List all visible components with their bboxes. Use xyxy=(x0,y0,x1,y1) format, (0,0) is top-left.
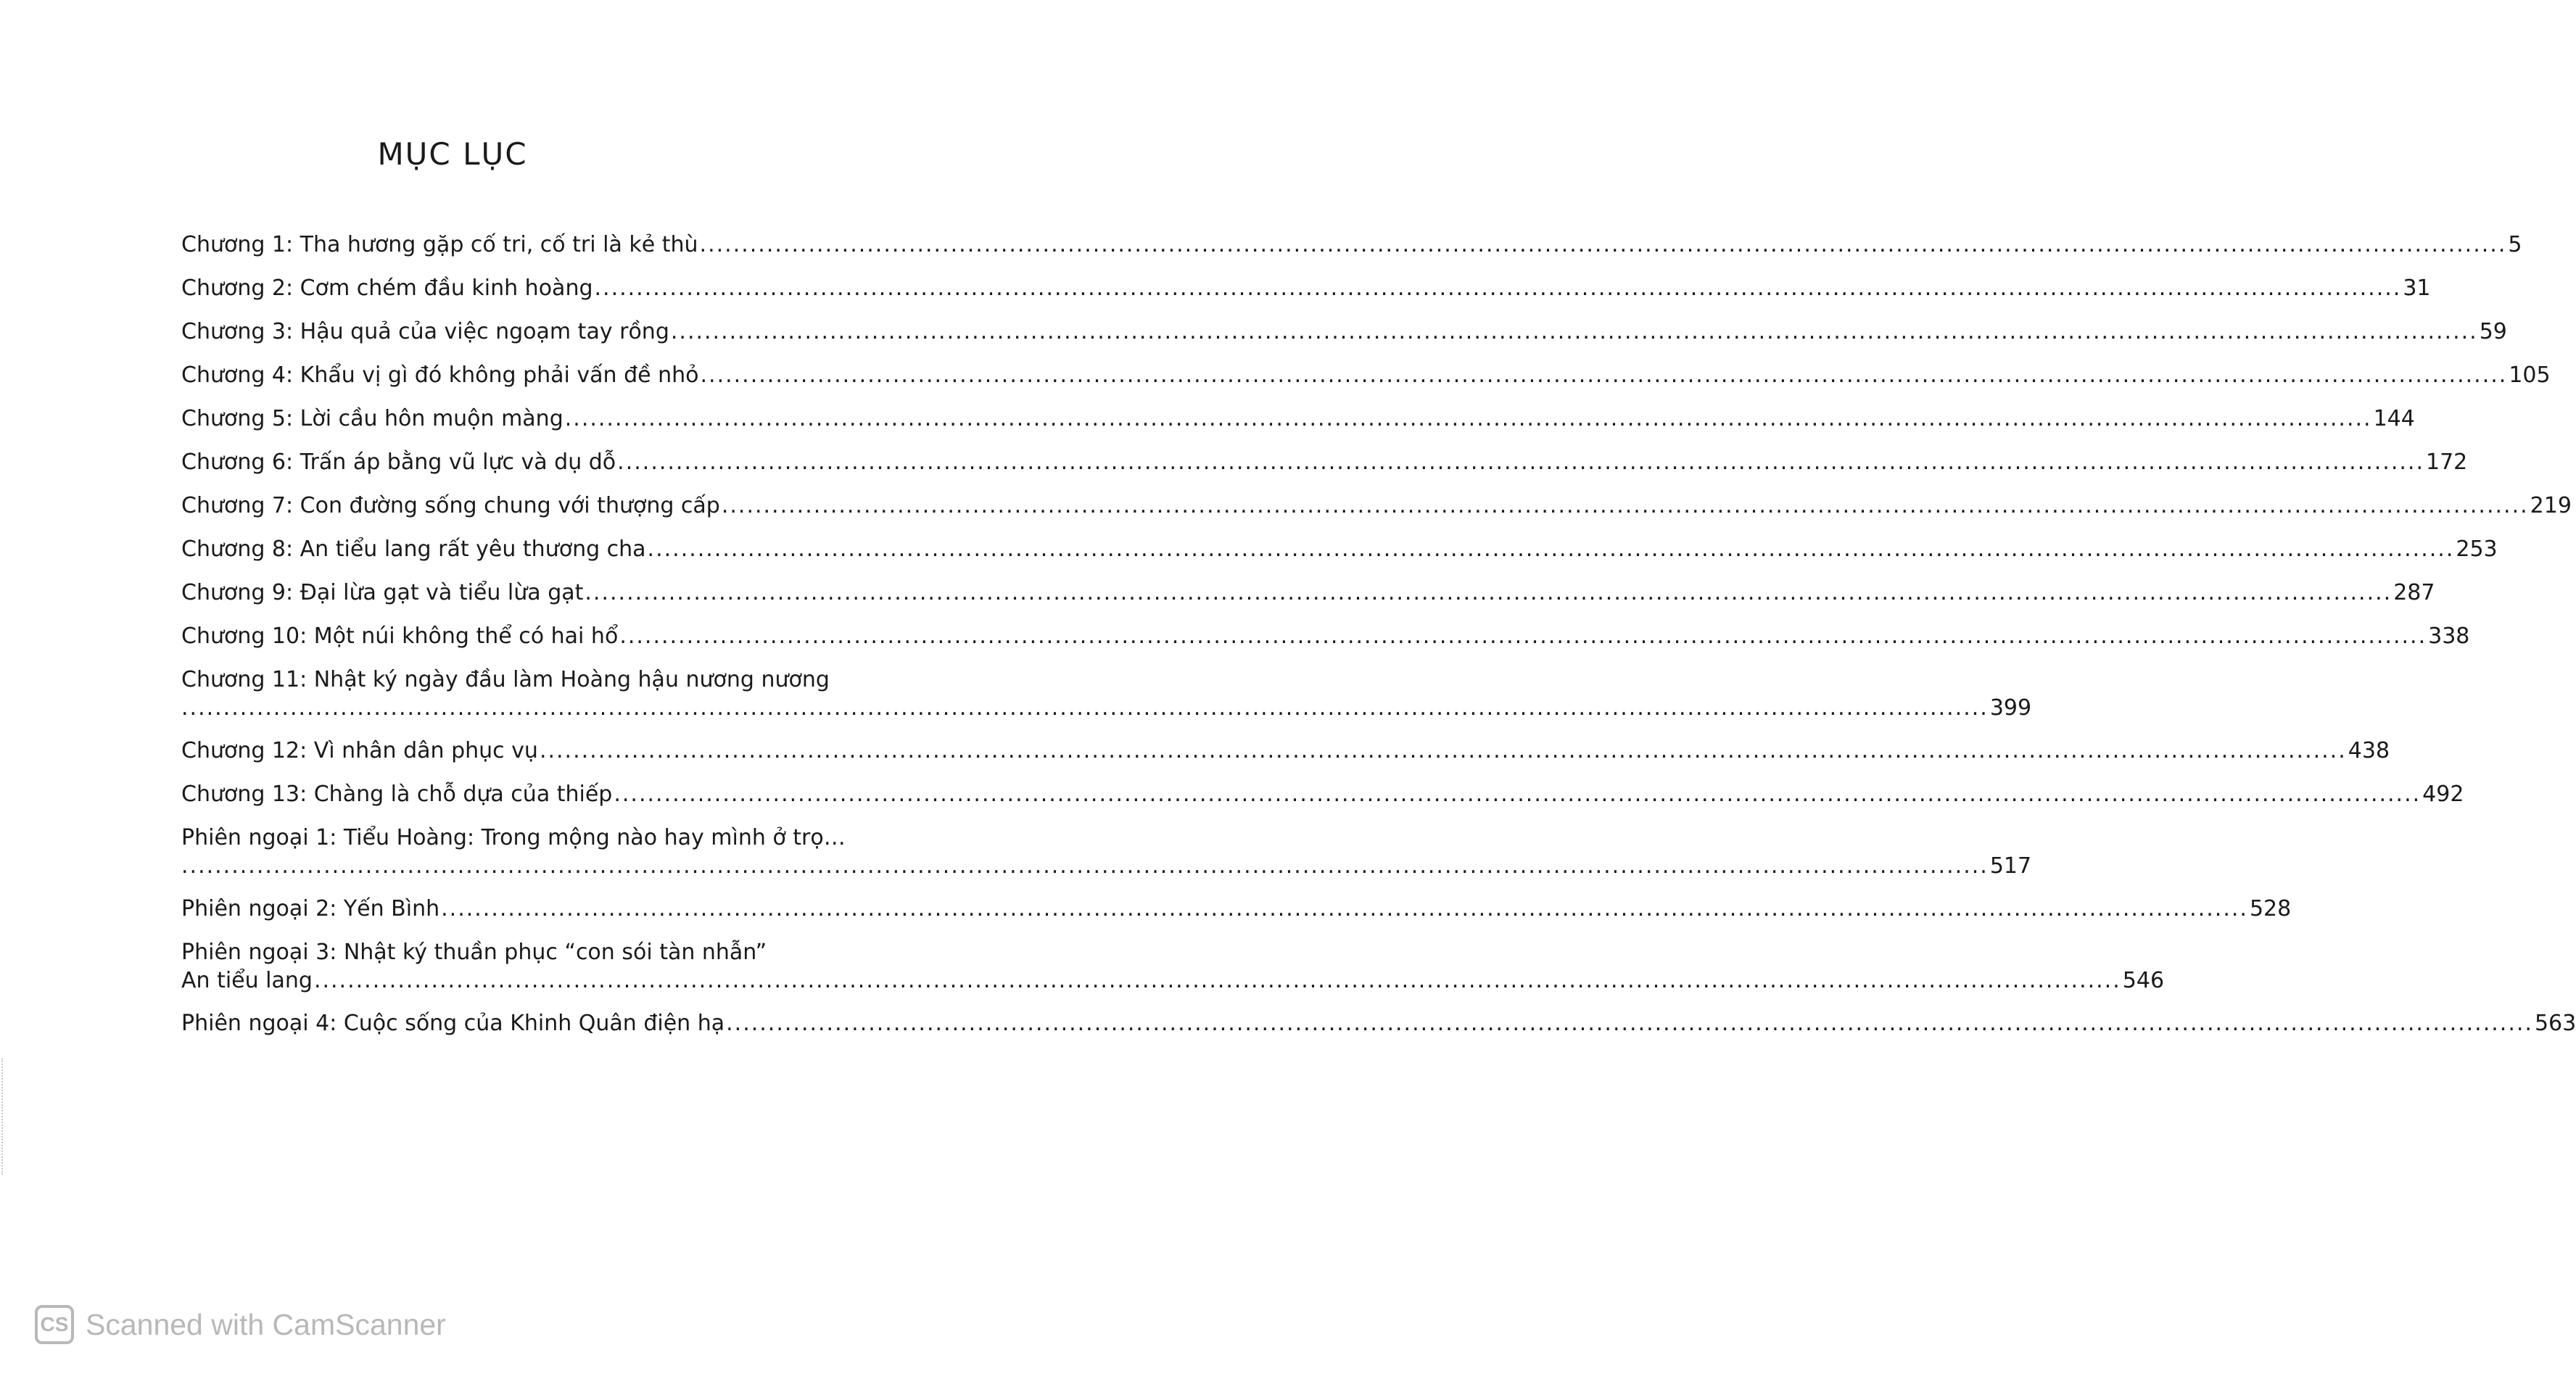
dot-leader xyxy=(726,1009,2533,1038)
toc-entry xyxy=(181,622,2470,651)
toc-entry-page: 438 xyxy=(2348,738,2390,763)
dot-leader xyxy=(722,492,2529,521)
toc-entry-page: 59 xyxy=(2479,319,2507,344)
toc-entry-page: 563 xyxy=(2534,1011,2576,1036)
toc-entry xyxy=(181,361,2551,390)
toc-entry-label: Chương 7: Con đường sống chung với thượng cấp xyxy=(181,493,720,518)
toc-entry-label: Chương 10: Một núi không thể có hai hổ xyxy=(181,624,619,649)
dot-leader xyxy=(314,967,2121,995)
toc-entry-label: Phiên ngoại 4: Cuộc sống của Khinh Quân điện hạ xyxy=(181,1011,725,1036)
toc-entry-page: 219 xyxy=(2530,493,2572,518)
toc-entry-page: 172 xyxy=(2425,450,2468,475)
toc-entry xyxy=(181,895,2292,924)
scan-edge-marks xyxy=(1,1058,5,1174)
toc-entry-label: Chương 1: Tha hương gặp cố tri, cố tri là kẻ thù xyxy=(181,232,698,257)
toc-entry-label: Chương 5: Lời cầu hôn muộn màng xyxy=(181,406,564,431)
camscanner-logo-icon: CS xyxy=(35,1305,74,1344)
page-title: MỤC LỤC xyxy=(377,136,528,172)
toc-entry xyxy=(181,492,2572,521)
dot-leader xyxy=(585,579,2392,608)
dot-leader xyxy=(181,853,1989,880)
table-of-contents xyxy=(181,231,2576,1053)
dot-leader xyxy=(671,318,2478,347)
dot-leader xyxy=(540,737,2347,766)
toc-entry-page: 5 xyxy=(2508,232,2522,257)
dot-leader xyxy=(701,361,2508,390)
watermark-text: Scanned with CamScanner xyxy=(86,1307,446,1341)
toc-entry-page: 144 xyxy=(2373,406,2415,431)
toc-entry-label: Chương 4: Khẩu vị gì đó không phải vấn đề nhỏ xyxy=(181,362,699,388)
toc-entry xyxy=(181,938,2165,995)
toc-entry-page: 287 xyxy=(2393,580,2435,605)
dot-leader xyxy=(614,780,2421,809)
dot-leader xyxy=(619,622,2427,651)
toc-entry-page: 338 xyxy=(2428,624,2470,649)
toc-entry xyxy=(181,405,2415,434)
toc-entry-label: Chương 12: Vì nhân dân phục vụ xyxy=(181,738,538,763)
toc-entry xyxy=(181,824,2032,880)
toc-entry xyxy=(181,448,2468,477)
toc-entry-page: 253 xyxy=(2456,536,2498,562)
toc-entry xyxy=(181,231,2522,260)
dot-leader xyxy=(700,231,2507,260)
toc-entry-page: 31 xyxy=(2403,276,2431,301)
toc-entry-label: Chương 6: Trấn áp bằng vũ lực và dụ dỗ xyxy=(181,450,616,475)
scanner-watermark xyxy=(35,1305,446,1344)
toc-entry-page: 105 xyxy=(2509,362,2551,388)
toc-entry-label: Chương 8: An tiểu lang rất yêu thương cha xyxy=(181,536,646,562)
toc-entry-label-line1: Phiên ngoại 3: Nhật ký thuần phục “con sói tàn nhẫn” xyxy=(181,940,767,965)
toc-entry-label-line2: An tiểu lang xyxy=(181,968,313,993)
toc-entry xyxy=(181,666,2032,722)
toc-entry xyxy=(181,780,2464,809)
toc-entry xyxy=(181,737,2390,766)
dot-leader xyxy=(595,274,2402,303)
dot-leader xyxy=(565,405,2372,434)
dot-leader xyxy=(181,695,1989,722)
toc-entry-label: Chương 9: Đại lừa gạt và tiểu lừa gạt xyxy=(181,580,584,605)
toc-entry xyxy=(181,274,2431,303)
toc-entry-page: 399 xyxy=(1989,695,2032,721)
toc-entry-page: 528 xyxy=(2249,896,2292,921)
toc-entry xyxy=(181,535,2498,564)
toc-entry-label: Phiên ngoại 1: Tiểu Hoàng: Trong mộng nào hay mình ở trọ… xyxy=(181,825,846,850)
toc-entry-page: 517 xyxy=(1989,853,2032,879)
toc-entry-page: 546 xyxy=(2122,968,2165,993)
toc-entry-label: Phiên ngoại 2: Yến Bình xyxy=(181,896,440,921)
dot-leader xyxy=(441,895,2248,924)
toc-entry-label: Chương 2: Cơm chém đầu kinh hoàng xyxy=(181,276,593,301)
toc-entry xyxy=(181,579,2435,608)
toc-entry xyxy=(181,1009,2576,1038)
toc-entry-page: 492 xyxy=(2422,782,2464,807)
toc-entry xyxy=(181,318,2507,347)
toc-entry-label: Chương 3: Hậu quả của việc ngoạm tay rồng xyxy=(181,319,669,344)
toc-entry-label: Chương 11: Nhật ký ngày đầu làm Hoàng hậu nương nương xyxy=(181,667,830,692)
dot-leader xyxy=(648,535,2455,564)
toc-entry-label: Chương 13: Chàng là chỗ dựa của thiếp xyxy=(181,782,613,807)
dot-leader xyxy=(617,448,2424,477)
